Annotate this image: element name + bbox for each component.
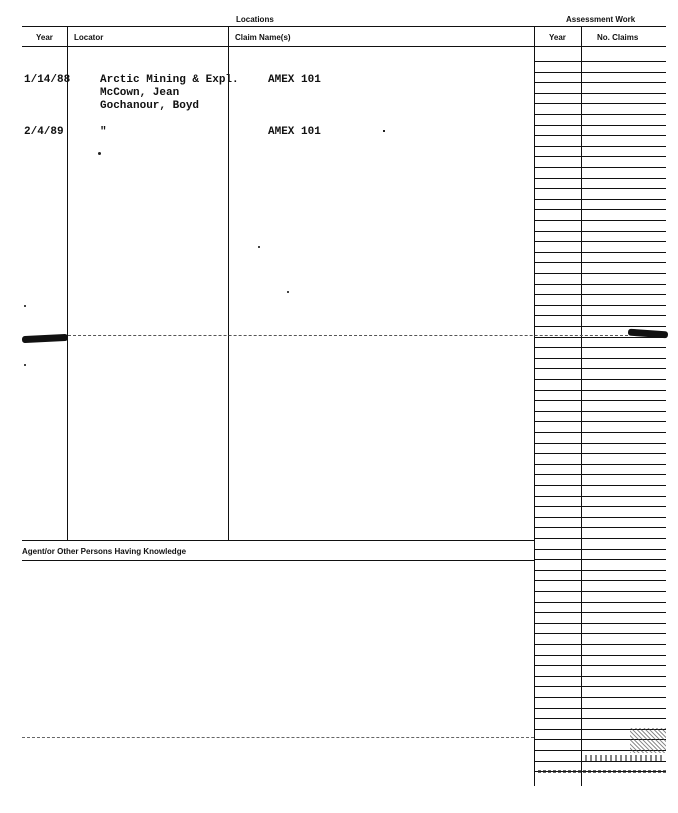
col-claim-names: Claim Name(s) xyxy=(235,33,291,42)
entry-1-claim: AMEX 101 xyxy=(268,74,321,86)
entry-2-claim: AMEX 101 xyxy=(268,126,321,138)
entry-1-year: 1/14/88 xyxy=(24,74,71,86)
entry-2-locator-ditto: " xyxy=(100,126,107,138)
assessment-work-title: Assessment Work xyxy=(566,15,636,24)
entry-1-locator-line-2: McCown, Jean xyxy=(100,87,180,99)
locations-title: Locations xyxy=(236,15,274,24)
scan-noise xyxy=(538,770,668,773)
entry-2-year: 2/4/89 xyxy=(24,126,64,138)
col-locator: Locator xyxy=(74,33,104,42)
scan-noise xyxy=(630,728,666,753)
agent-section-label: Agent/or Other Persons Having Knowledge xyxy=(22,547,187,556)
col-assess-year: Year xyxy=(549,33,566,42)
col-no-claims: No. Claims xyxy=(597,33,639,42)
entry-1-locator-line-3: Gochanour, Boyd xyxy=(100,100,200,112)
col-year: Year xyxy=(36,33,53,42)
scan-noise xyxy=(585,755,665,761)
entry-1-locator-line-1: Arctic Mining & Expl. xyxy=(100,74,239,86)
